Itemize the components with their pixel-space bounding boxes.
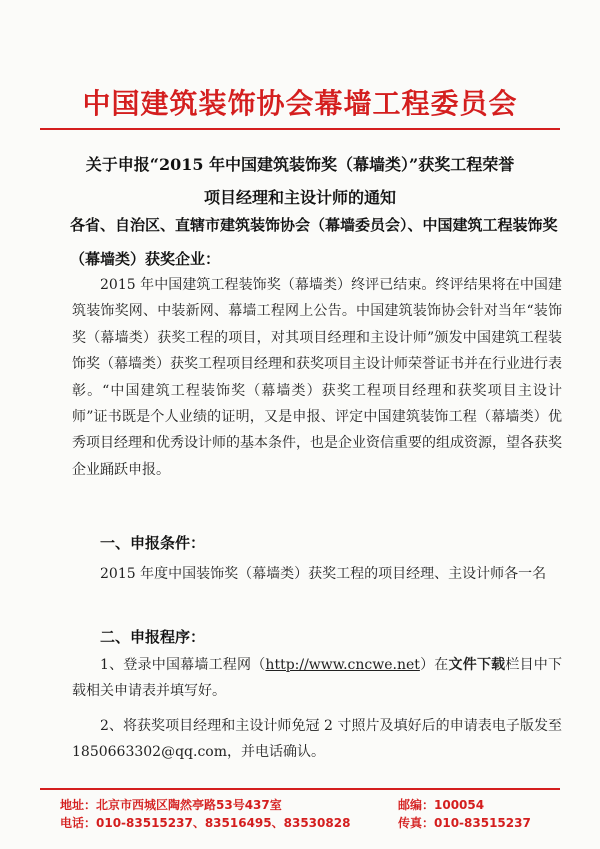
file-download-label: 文件下载 <box>448 657 506 673</box>
section1-heading: 一、申报条件： <box>100 534 206 552</box>
section2-heading: 二、申报程序： <box>100 628 206 646</box>
footer-address: 地址：北京市西城区陶然亭路53号437室 <box>60 798 282 812</box>
section1-text: 2015 年度中国装饰奖（幕墙类）获奖工程的项目经理、主设计师各一名 <box>100 566 547 582</box>
notice-title-line1: 关于申报“2015 年中国建筑装饰奖（幕墙类）”获奖工程荣誉 <box>85 155 515 174</box>
footer-divider <box>40 788 560 790</box>
step1-paragraph <box>72 652 562 705</box>
header-divider <box>40 128 560 130</box>
step2-paragraph: 2、将获奖项目经理和主设计师免冠 2 寸照片及填好后的申请表电子版发至 1850663302@qq.com，并电话确认。 <box>72 718 562 761</box>
step1-mid: ）在 <box>419 657 449 673</box>
salutation: 各省、自治区、直辖市建筑装饰协会（幕墙委员会）、中国建筑工程装饰奖（幕墙类）获奖企业： <box>70 216 558 268</box>
step1-suffix: 栏目中下载相关申请表并填写好。 <box>72 657 563 700</box>
notice-title-line2: 项目经理和主设计师的通知 <box>203 188 396 207</box>
footer-fax: 传真：010-83515237 <box>398 816 531 830</box>
footer-postcode: 邮编：100054 <box>398 798 485 812</box>
intro-paragraph: 2015 年中国建筑工程装饰奖（幕墙类）终评已结束。终评结果将在中国建筑装饰奖网、中装新网、幕墙工程网上公告。中国建筑装饰协会针对当年“装饰奖（幕墙类）获奖工程的项目，对其项目经理和主设计师”颁发中国建筑工程装饰奖（幕墙类）获奖工程项目经理和获奖项目主设计师荣誉证书并在行业进行表彰。“中国建筑工程装饰奖（幕墙类）获奖工程项目经理和获奖项目主设计师”证书既是个人业绩的证明，又是申报、评定中国建筑装饰工程（幕墙类）优秀项目经理和优秀设计师的基本条件，也是企业资信重要的组成资源，望各获奖企业踊跃申报。 <box>72 277 562 478</box>
footer-phone: 电话：010-83515237、83516495、83530828 <box>60 816 351 830</box>
step1-prefix: 1、登录中国幕墙工程网（ <box>100 657 266 673</box>
cncwe-link[interactable]: http://www.cncwe.net <box>265 657 420 673</box>
org-title: 中国建筑装饰协会幕墙工程委员会 <box>82 87 518 120</box>
